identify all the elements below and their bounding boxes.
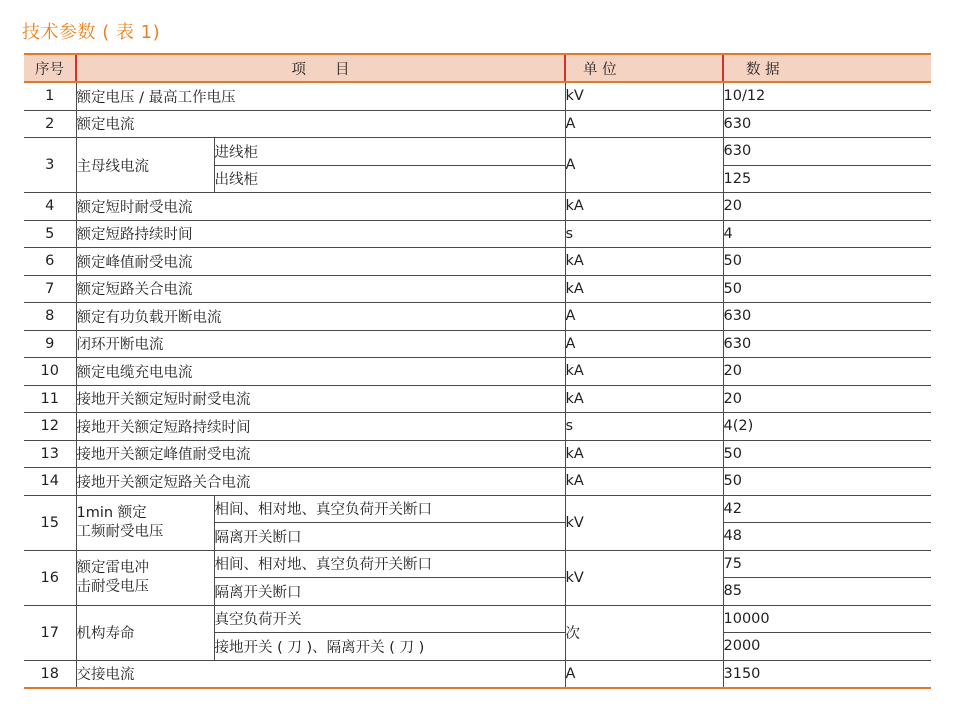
row-value: 3150 [723,660,931,688]
row-unit: kA [565,440,723,468]
row-value: 4(2) [723,413,931,441]
row-value: 85 [723,578,931,606]
row-item: 额定电流 [76,110,565,138]
table-row [24,82,931,110]
row-no: 12 [24,413,76,441]
row-value: 4 [723,220,931,248]
row-no: 16 [24,550,76,605]
row-value: 50 [723,468,931,496]
row-value: 50 [723,440,931,468]
row-value: 20 [723,385,931,413]
row-no: 18 [24,660,76,688]
table-row [24,440,931,468]
table-row [24,193,931,221]
table-row [24,468,931,496]
table-row [24,275,931,303]
row-no: 10 [24,358,76,386]
row-item: 额定有功负载开断电流 [76,303,565,331]
row-value: 20 [723,358,931,386]
header-item: 项 目 [76,54,565,82]
table-row [24,605,931,633]
row-value: 50 [723,248,931,276]
row-item: 额定短时耐受电流 [76,193,565,221]
row-value: 630 [723,303,931,331]
row-unit: kA [565,468,723,496]
row-unit: kA [565,358,723,386]
row-item: 接地开关额定短时耐受电流 [76,385,565,413]
row-unit: kA [565,275,723,303]
row-unit: A [565,660,723,688]
row-unit: kV [565,82,723,110]
row-no: 2 [24,110,76,138]
row-item: 闭环开断电流 [76,330,565,358]
row-value: 630 [723,330,931,358]
table-row [24,660,931,688]
row-subitem: 相间、相对地、真空负荷开关断口 [214,550,565,578]
table-row [24,248,931,276]
row-subitem: 相间、相对地、真空负荷开关断口 [214,495,565,523]
row-item: 交接电流 [76,660,565,688]
header-unit: 单 位 [565,54,723,82]
row-value: 48 [723,523,931,551]
row-no: 5 [24,220,76,248]
row-item: 额定电压 / 最高工作电压 [76,82,565,110]
row-subitem: 隔离开关断口 [214,523,565,551]
header-no: 序号 [24,54,76,82]
row-subitem: 真空负荷开关 [214,605,565,633]
row-item: 额定短路持续时间 [76,220,565,248]
row-unit: s [565,413,723,441]
row-item: 额定电缆充电电流 [76,358,565,386]
row-unit: 次 [565,605,723,660]
row-value: 630 [723,110,931,138]
row-item: 主母线电流 [76,138,214,193]
row-value: 630 [723,138,931,166]
row-no: 17 [24,605,76,660]
row-no: 6 [24,248,76,276]
row-item: 接地开关额定短路关合电流 [76,468,565,496]
table-row [24,110,931,138]
row-item: 接地开关额定峰值耐受电流 [76,440,565,468]
table-row [24,358,931,386]
row-value: 50 [723,275,931,303]
row-subitem: 进线柜 [214,138,565,166]
row-item: 额定雷电冲 击耐受电压 [76,550,214,605]
row-unit: kA [565,385,723,413]
row-unit: A [565,303,723,331]
row-value: 10/12 [723,82,931,110]
header-data: 数 据 [723,54,931,82]
row-unit: A [565,110,723,138]
row-value: 20 [723,193,931,221]
spec-table [24,53,931,689]
row-unit: kV [565,495,723,550]
row-item: 接地开关额定短路持续时间 [76,413,565,441]
table-row [24,495,931,523]
row-no: 3 [24,138,76,193]
row-item: 额定峰值耐受电流 [76,248,565,276]
row-item: 1min 额定 工频耐受电压 [76,495,214,550]
row-no: 14 [24,468,76,496]
row-unit: kV [565,550,723,605]
header-row [24,54,931,82]
row-value: 2000 [723,633,931,661]
row-unit: A [565,138,723,193]
row-subitem: 出线柜 [214,165,565,193]
row-no: 9 [24,330,76,358]
row-no: 4 [24,193,76,221]
table-row [24,413,931,441]
row-no: 8 [24,303,76,331]
row-unit: kA [565,193,723,221]
row-item: 机构寿命 [76,605,214,660]
row-no: 11 [24,385,76,413]
row-unit: kA [565,248,723,276]
row-unit: s [565,220,723,248]
row-subitem: 接地开关 ( 刀 )、隔离开关 ( 刀 ) [214,633,565,661]
row-no: 7 [24,275,76,303]
row-item: 额定短路关合电流 [76,275,565,303]
row-unit: A [565,330,723,358]
row-subitem: 隔离开关断口 [214,578,565,606]
row-value: 75 [723,550,931,578]
table-row [24,303,931,331]
table-title: 技术参数 ( 表 1) [22,22,161,43]
table-row [24,330,931,358]
row-value: 125 [723,165,931,193]
row-value: 42 [723,495,931,523]
row-no: 13 [24,440,76,468]
row-no: 1 [24,82,76,110]
table-row [24,138,931,166]
table-row [24,550,931,578]
row-no: 15 [24,495,76,550]
table-row [24,385,931,413]
table-row [24,220,931,248]
row-value: 10000 [723,605,931,633]
